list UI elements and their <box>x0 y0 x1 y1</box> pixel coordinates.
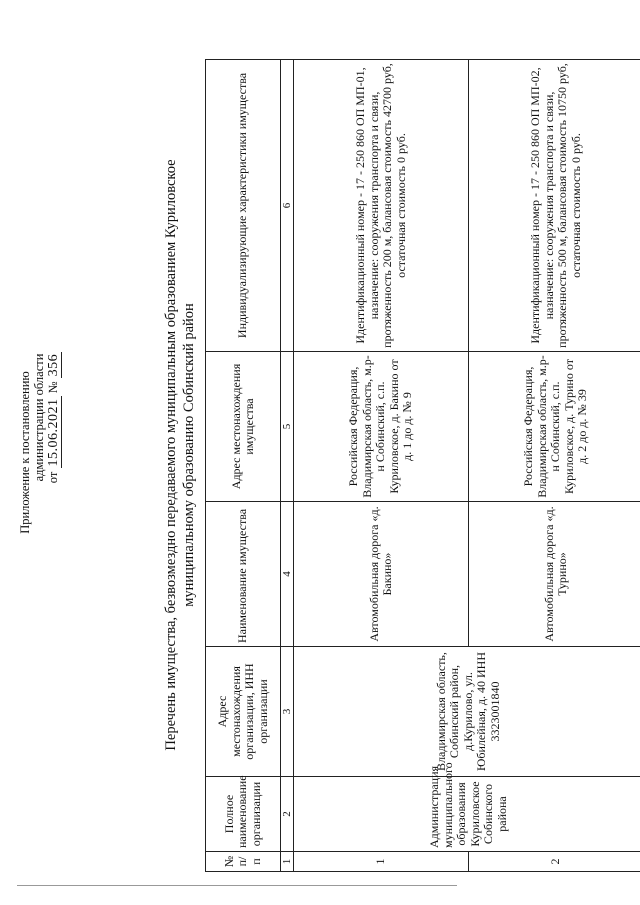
property-address-cell: Российская Федерация, Владимирская область, м.р-н Собинский, с.п. Куриловское, д. Бакино от д. 1 до д. № 9 <box>294 352 469 502</box>
attachment-number: 356 <box>46 353 61 377</box>
column-number-row <box>281 60 294 872</box>
col-number: 6 <box>281 60 294 352</box>
row-num: 1 <box>294 852 469 872</box>
attachment-line-2: администрации области <box>32 353 46 482</box>
col-number: 4 <box>281 502 294 647</box>
property-name-cell: Автомобильная дорога «д. Турино» <box>469 502 640 647</box>
col-number: 3 <box>281 647 294 777</box>
attachment-date: 15.06.2021 <box>46 398 61 467</box>
org-address-cell: Владимирская область, Собинский район, д.Курилово, ул. Юбилейная, д. 40 ИНН 3323001840 <box>294 647 640 777</box>
from-label: от <box>46 471 60 484</box>
characteristics-cell: Идентификационный номер - 17 - 250 860 ОП МП-01, назначение: сооружения транспорта и связи, протяженность 200 м, балансовая стоимость 42700 руб, остаточная стоимость 0 руб. <box>294 60 469 352</box>
document-title <box>162 45 198 865</box>
attachment-line-1: Приложение к постановлению <box>18 371 32 534</box>
col-number: 1 <box>281 852 294 872</box>
header-property-name: Наименование имущества <box>206 502 281 647</box>
title-line-1: Перечень имущества, безвозмездно передаваемого муниципальным образованием Куриловское <box>163 159 179 751</box>
org-name-cell: Администрация муниципального образования Куриловское Собинского района <box>294 777 640 852</box>
property-table <box>205 59 640 872</box>
col-number: 2 <box>281 777 294 852</box>
table-row <box>294 60 469 872</box>
header-row <box>206 60 281 872</box>
attachment-block <box>18 0 61 905</box>
header-property-address: Адрес местонахождения имущества <box>206 352 281 502</box>
characteristics-cell: Идентификационный номер - 17 - 250 860 ОП МП-02, назначение: сооружения транспорта и связи, протяженность 500 м, балансовая стоимость 10750 руб, остаточная стоимость 0 руб. <box>469 60 640 352</box>
title-line-2: муниципальному образованию Собинский район <box>181 303 197 607</box>
header-org-address: Адрес местонахождения организации, ИНН организации <box>206 647 281 777</box>
scan-edge-line <box>17 885 457 886</box>
property-address-cell: Российская Федерация, Владимирская область, м.р-н Собинский, с.п. Куриловское, д. Турино от д. 2 до д. № 39 <box>469 352 640 502</box>
col-number: 5 <box>281 352 294 502</box>
row-num: 2 <box>469 852 640 872</box>
header-org-name: Полное наименование организации <box>206 777 281 852</box>
property-name-cell: Автомобильная дорога «д. Бакино» <box>294 502 469 647</box>
attachment-date-line <box>46 0 61 905</box>
header-characteristics: Индивидуализирующие характеристики имущества <box>206 60 281 352</box>
number-label: № <box>46 381 60 394</box>
header-num: № п/п <box>206 852 281 872</box>
